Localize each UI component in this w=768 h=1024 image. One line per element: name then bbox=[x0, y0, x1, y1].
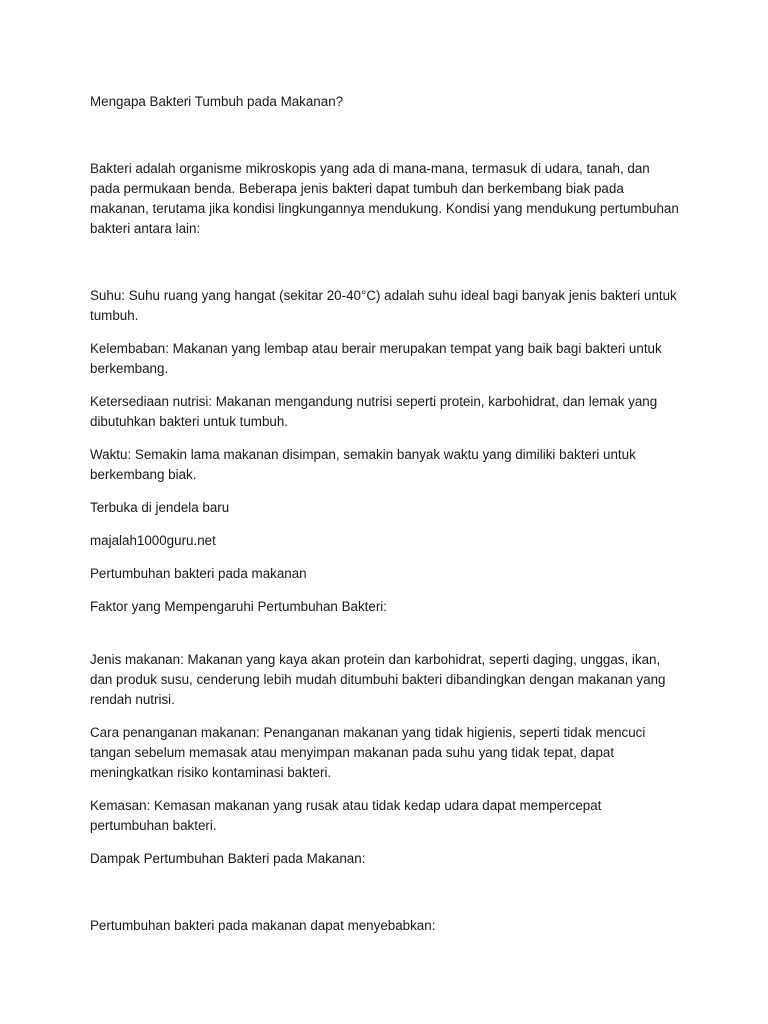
factor-jenis-makanan: Jenis makanan: Makanan yang kaya akan protein dan karbohidrat, seperti daging, unggas, ikan, dan produk susu, cenderung lebih mudah ditumbuhi bakteri dibandingkan dengan makanan yang rendah nutrisi. bbox=[90, 652, 666, 707]
open-new-window-link[interactable]: Terbuka di jendela baru bbox=[90, 500, 230, 515]
factor-kemasan: Kemasan: Kemasan makanan yang rusak atau tidak kedap udara dapat mempercepat pertumbuhan bakteri. bbox=[90, 798, 602, 833]
factor-penanganan: Cara penanganan makanan: Penanganan makanan yang tidak higienis, seperti tidak mencuci tangan sebelum memasak atau menyimpan makanan pada suhu yang tidak tepat, dapat meningkatkan risiko kontaminasi bakteri. bbox=[90, 725, 646, 780]
impact-heading: Dampak Pertumbuhan Bakteri pada Makanan: bbox=[90, 851, 366, 866]
impact-intro: Pertumbuhan bakteri pada makanan dapat menyebabkan: bbox=[90, 918, 436, 933]
condition-nutrisi: Ketersediaan nutrisi: Makanan mengandung nutrisi seperti protein, karbohidrat, dan lemak yang dibutuhkan bakteri untuk tumbuh. bbox=[90, 394, 658, 429]
factors-heading: Faktor yang Mempengaruhi Pertumbuhan Bakteri: bbox=[90, 599, 387, 614]
document-title: Mengapa Bakteri Tumbuh pada Makanan? bbox=[90, 94, 344, 109]
condition-waktu: Waktu: Semakin lama makanan disimpan, semakin banyak waktu yang dimiliki bakteri untuk berkembang biak. bbox=[90, 447, 636, 482]
condition-kelembaban: Kelembaban: Makanan yang lembap atau berair merupakan tempat yang baik bagi bakteri untuk berkembang. bbox=[90, 341, 662, 376]
image-caption: Pertumbuhan bakteri pada makanan bbox=[90, 566, 307, 581]
condition-suhu: Suhu: Suhu ruang yang hangat (sekitar 20-40°C) adalah suhu ideal bagi banyak jenis bakteri untuk tumbuh. bbox=[90, 288, 677, 323]
source-link[interactable]: majalah1000guru.net bbox=[90, 533, 216, 548]
intro-paragraph: Bakteri adalah organisme mikroskopis yang ada di mana-mana, termasuk di udara, tanah, dan pada permukaan benda. Beberapa jenis bakteri dapat tumbuh dan berkembang biak pada makanan, terutama jika kondisi lingkungannya mendukung. Kondisi yang mendukung pertumbuhan bakteri antara lain: bbox=[90, 161, 679, 236]
document-body bbox=[90, 92, 680, 936]
